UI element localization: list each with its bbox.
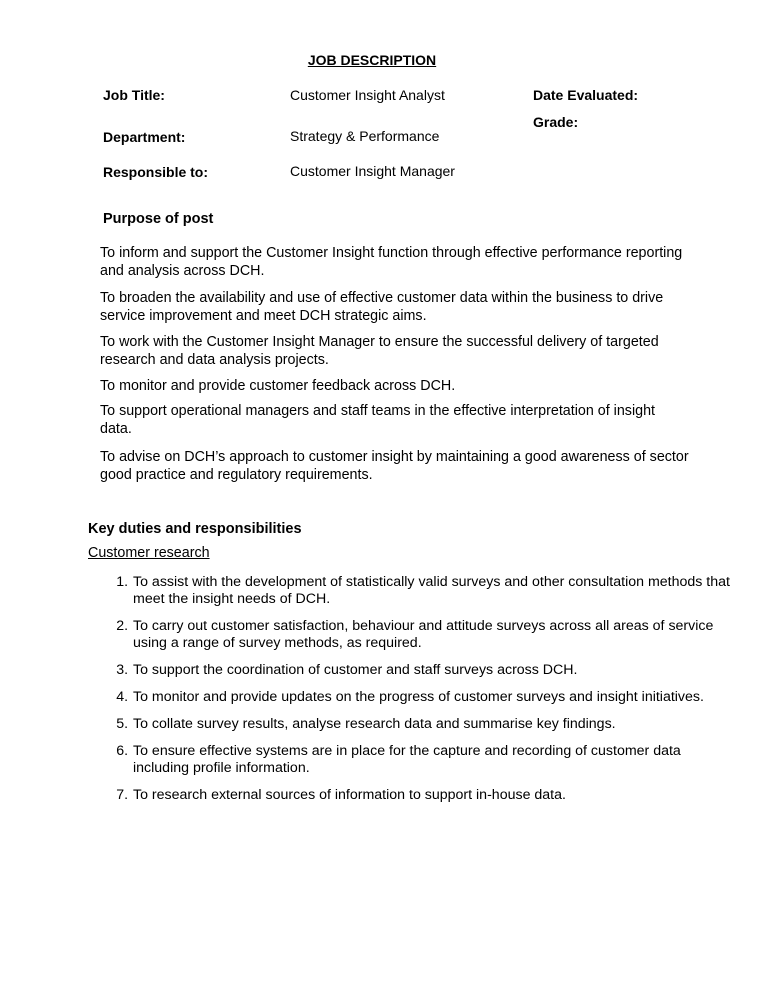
purpose-paragraph: To broaden the availability and use of effective customer data within the business to drive service improvement and meet DCH strategic aims. [100,290,664,324]
list-item: 6. To ensure effective systems are in place for the capture and recording of customer data including profile information. [132,743,732,777]
list-item: 7. To research external sources of information to support in-house data. [132,787,732,804]
job-title-value: Customer Insight Analyst [290,87,445,103]
purpose-heading: Purpose of post [103,211,214,227]
purpose-paragraph: To work with the Customer Insight Manager to ensure the successful delivery of targeted research and data analysis projects. [100,334,659,368]
document-title: JOB DESCRIPTION [307,52,437,68]
grade-label: Grade: [533,114,579,130]
purpose-paragraph: To advise on DCH’s approach to customer insight by maintaining a good awareness of sector good practice and regulatory requirements. [100,449,689,483]
responsible-to-label: Responsible to: [103,164,209,180]
duties-list [107,574,732,814]
customer-research-subheading: Customer research [88,545,210,561]
list-item: 4. To monitor and provide updates on the progress of customer surveys and insight initiatives. [132,689,732,706]
list-item: 1. To assist with the development of statistically valid surveys and other consultation methods that meet the insight needs of DCH. [132,574,732,608]
purpose-paragraph: To inform and support the Customer Insight function through effective performance reporting and analysis across DCH. [100,245,683,279]
date-evaluated-label: Date Evaluated: [533,87,639,103]
department-label: Department: [103,129,186,145]
purpose-paragraph: To support operational managers and staff teams in the effective interpretation of insight data. [100,403,656,437]
key-duties-heading: Key duties and responsibilities [88,521,302,537]
list-item: 3. To support the coordination of customer and staff surveys across DCH. [132,662,732,679]
purpose-paragraph: To monitor and provide customer feedback across DCH. [100,378,456,394]
list-item: 5. To collate survey results, analyse research data and summarise key findings. [132,716,732,733]
job-title-label: Job Title: [103,87,165,103]
responsible-to-value: Customer Insight Manager [290,163,455,179]
department-value: Strategy & Performance [290,128,440,144]
list-item: 2. To carry out customer satisfaction, behaviour and attitude surveys across all areas of service using a range of survey methods, as required. [132,618,732,652]
